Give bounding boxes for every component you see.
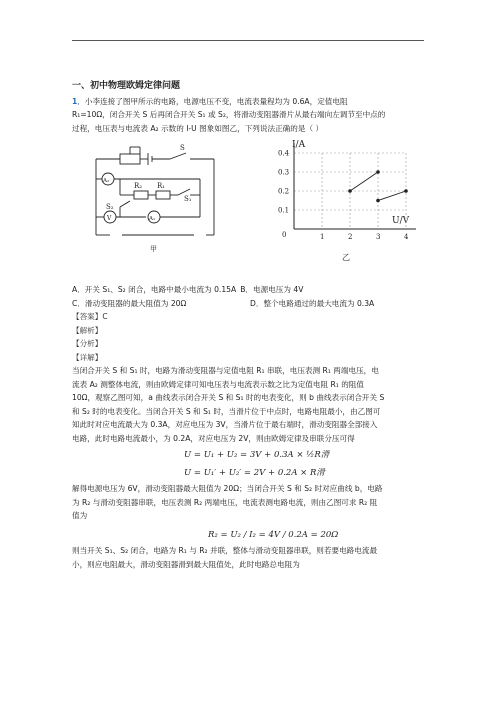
question-stem-line-1: 小李连接了图甲所示的电路，电源电压不变，电流表量程均为 0.6A，定值电阻	[84, 96, 348, 106]
figure-caption-jia: 甲	[150, 245, 157, 253]
fenxi-label: 【分析】	[72, 339, 103, 348]
explanation-line-5: 知此时对应电流最大为 0.3A，对应电压为 3V，当滑片位于最右端时，滑动变阻器全部接入	[72, 420, 378, 429]
x-tick-label-1: 2	[348, 233, 353, 241]
label-r2: R₂	[134, 182, 143, 190]
label-s2: S₂	[106, 203, 114, 211]
series-line-b	[378, 191, 406, 201]
circuit-svg	[90, 137, 220, 279]
series-a-point-1	[376, 170, 380, 174]
question-number: 1．	[72, 96, 85, 106]
question-stem-3: 过程，电压表与电流表 A₂ 示数的 I-U 图象如图乙，下列说法正确的是（ ）	[72, 123, 324, 133]
figures	[72, 137, 424, 279]
y-tick-label-2: 0.2	[278, 187, 290, 196]
answer-label: 【答案】C	[72, 312, 108, 321]
iu-graph	[262, 137, 422, 279]
option-c[interactable]: C．滑动变阻器的最大阻值为 20Ω	[72, 298, 187, 308]
option-b[interactable]: B．电源电压为 4V	[240, 285, 304, 294]
explanation-line-2: 流表 A₂ 测整体电流，则由欧姆定律可知电压表与电流表示数之比为定值电阻 R₁ 的阻值	[72, 379, 364, 389]
document-body	[72, 80, 424, 571]
formula-2: U = U₁′ + U₂′ = 2V + 0.2A × R滑	[184, 467, 325, 478]
y-tick-label-1: 0.3	[278, 168, 290, 177]
label-v: V	[107, 215, 112, 222]
label-a2: A₂	[103, 178, 110, 184]
options-row-2	[72, 297, 424, 311]
y-tick-label-3: 0.1	[278, 206, 290, 215]
x-tick-label-3: 4	[404, 233, 409, 241]
option-a[interactable]: A．开关 S₁、S₂ 闭合，电路中最小电流为 0.15A	[72, 285, 237, 294]
x-tick-label-0: 1	[320, 233, 325, 241]
x-tick-label-2: 3	[376, 233, 381, 241]
explanation-line-11: 小，则应电阻最大，滑动变阻器滑到最大阻值处，此时电路总电阻为	[72, 559, 300, 569]
y-axis-label: I/A	[292, 140, 306, 150]
formula-1: U = U₁ + U₂ = 3V + 0.3A × ½R滑	[184, 450, 330, 460]
header-rule	[72, 40, 424, 41]
series-b-point-0	[376, 199, 380, 203]
detail-label: 【详解】	[72, 352, 103, 362]
explanation-line-9: 值为	[72, 511, 88, 520]
formula-3: R₂ = U₂ / I₂ = 4V / 0.2A = 20Ω	[208, 529, 339, 540]
option-d[interactable]: D．整个电路通过的最大电流为 0.3A	[250, 298, 375, 308]
explanation-line-4: 和 S₂ 时的电表变化。当闭合开关 S 和 S₁ 时，当滑片位于中点时，电路电阻最小，由乙图可	[72, 406, 381, 416]
explanation-line-3: 10Ω，观察乙图可知，a 曲线表示闭合开关 S 和 S₁ 时的电表变化，则 b 曲线表示闭合开关 S	[72, 393, 385, 402]
analysis-label: 【解析】	[72, 325, 103, 335]
options-row-1	[72, 283, 424, 297]
iu-graph-svg	[262, 137, 422, 279]
origin-label: 0	[282, 231, 287, 239]
y-tick-label-0: 0.4	[278, 149, 290, 158]
label-s: S	[180, 144, 185, 152]
x-axis-label: U/V	[392, 216, 410, 226]
series-b-point-1	[404, 189, 408, 193]
label-s1: S₁	[184, 195, 192, 203]
series-line-a	[350, 172, 378, 191]
question-stem-1	[72, 95, 424, 109]
explanation-line-7: 解得电源电压为 6V，滑动变阻器最大阻值为 20Ω；当闭合开关 S 和 S₂ 时对应曲线 b，电路	[72, 484, 383, 493]
section-title: 一、初中物理欧姆定律问题	[72, 81, 181, 91]
question-stem-2: R₁=10Ω，闭合开关 S 后再闭合开关 S₁ 或 S₂，将滑动变阻器滑片从最右端向左调节至中点的	[72, 110, 386, 119]
circuit-diagram	[90, 137, 220, 279]
explanation-line-10: 则当开关 S₁、S₂ 闭合，电路为 R₁ 与 R₂ 并联，整体与滑动变阻器串联，则若要电路电流最	[72, 546, 378, 555]
label-r1: R₁	[157, 182, 166, 190]
explanation-line-8: 为 R₂ 与滑动变阻器串联，电压表测 R₂ 两端电压，电流表测电路电流，则由乙图可求 R₂ 阻	[72, 497, 378, 507]
series-a-point-0	[348, 189, 352, 193]
figure-caption-yi: 乙	[342, 253, 350, 262]
explanation-line-6: 电路，此时电路电流最小，为 0.2A，对应电压为 2V，则由欧姆定律及串联分压可得	[72, 433, 355, 443]
explanation-line-1: 当闭合开关 S 和 S₁ 时，电路为滑动变阻器与定值电阻 R₁ 串联，电压表测 R₁ 两端电压，电	[72, 366, 379, 375]
label-a1: A₁	[149, 216, 156, 222]
